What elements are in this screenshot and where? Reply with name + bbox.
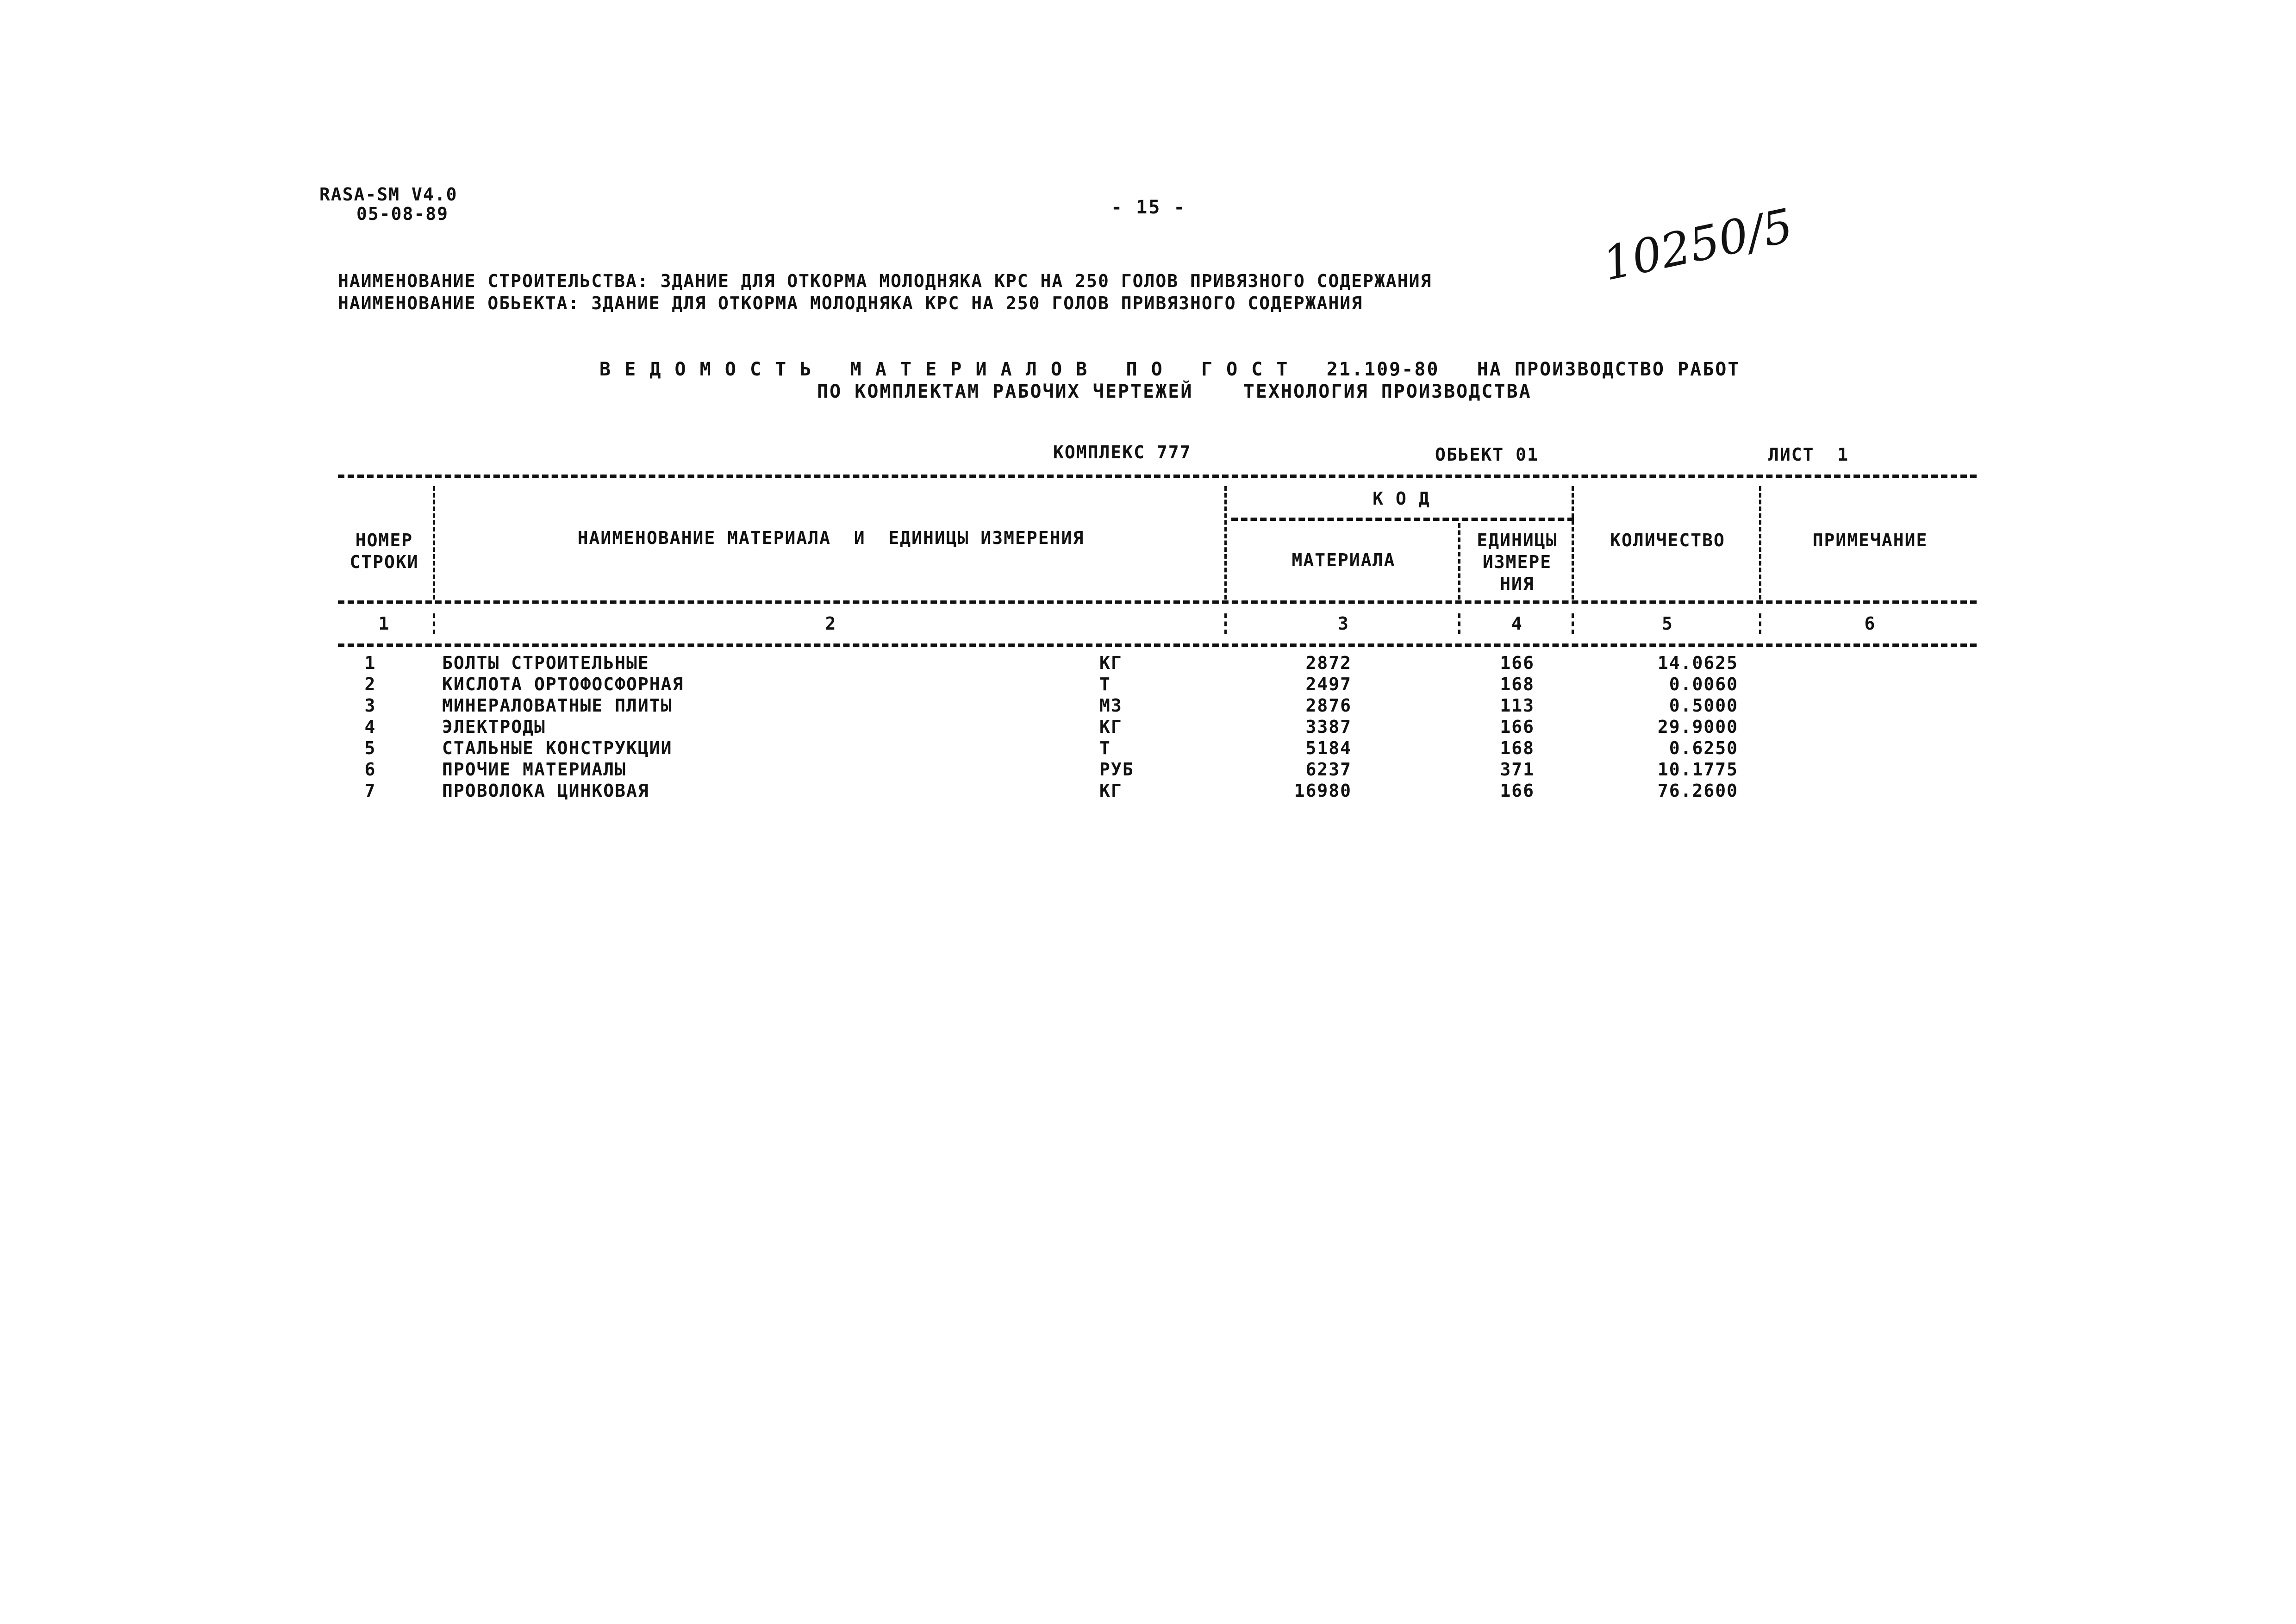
unit: КГ <box>1099 717 1123 737</box>
row-number: 4 <box>364 717 376 737</box>
row-number: 1 <box>364 653 376 673</box>
column-number-4: 4 <box>1511 613 1523 634</box>
column-number-3: 3 <box>1338 613 1349 634</box>
row-number: 2 <box>364 674 376 694</box>
header-unit-1: ЕДИНИЦЫ <box>1477 530 1558 550</box>
header-row-number-1: НОМЕР <box>355 530 413 550</box>
column-number-6: 6 <box>1864 613 1876 634</box>
header-code: К О Д <box>1373 488 1430 509</box>
quantity: 0.6250 <box>1669 738 1738 758</box>
col-separator-3 <box>1458 523 1460 600</box>
sheet-label: ЛИСТ 1 <box>1768 444 1849 465</box>
col-separator-4 <box>1572 486 1574 600</box>
colnum-separator-1 <box>433 613 435 634</box>
document-subtitle: ПО КОМПЛЕКТАМ РАБОЧИХ ЧЕРТЕЖЕЙ ТЕХНОЛОГИЯ ПРОИЗВОДСТВА <box>817 381 1532 402</box>
header-material-code: МАТЕРИАЛА <box>1292 550 1396 570</box>
unit: Т <box>1099 738 1111 758</box>
program-id: RASA-SM V4.0 <box>319 184 458 205</box>
material-code: 6237 <box>1305 759 1352 780</box>
column-numbers-rule <box>338 643 1977 647</box>
header-unit-2: ИЗМЕРЕ <box>1482 552 1552 572</box>
material-name: КИСЛОТА ОРТОФОСФОРНАЯ <box>442 674 684 694</box>
header-quantity: КОЛИЧЕСТВО <box>1610 530 1725 550</box>
quantity: 29.9000 <box>1657 717 1738 737</box>
complex-label: КОМПЛЕКС 777 <box>1053 442 1192 462</box>
colnum-separator-3 <box>1458 613 1460 634</box>
col-separator-1 <box>433 486 435 600</box>
quantity: 10.1775 <box>1657 759 1738 780</box>
material-code: 5184 <box>1305 738 1352 758</box>
material-name: СТАЛЬНЫЕ КОНСТРУКЦИИ <box>442 738 673 758</box>
object-name: НАИМЕНОВАНИЕ ОБЬЕКТА: ЗДАНИЕ ДЛЯ ОТКОРМА МОЛОДНЯКА КРС НА 250 ГОЛОВ ПРИВЯЗНОГО СОДЕРЖАНИЯ <box>338 293 1363 313</box>
unit: РУБ <box>1099 759 1134 780</box>
header-material-name: НАИМЕНОВАНИЕ МАТЕРИАЛА И ЕДИНИЦЫ ИЗМЕРЕНИЯ <box>577 528 1085 548</box>
header-row-number-2: СТРОКИ <box>349 552 419 572</box>
column-number-1: 1 <box>378 613 390 634</box>
page-number: - 15 - <box>1111 197 1186 218</box>
program-date: 05-08-89 <box>356 204 449 224</box>
col-separator-2 <box>1224 486 1227 600</box>
handwritten-reference: 10250/5 <box>1598 198 1798 291</box>
table-top-rule <box>338 475 1977 478</box>
colnum-separator-5 <box>1759 613 1761 634</box>
unit-code: 166 <box>1500 653 1535 673</box>
unit-code: 371 <box>1500 759 1535 780</box>
construction-name: НАИМЕНОВАНИЕ СТРОИТЕЛЬСТВА: ЗДАНИЕ ДЛЯ ОТКОРМА МОЛОДНЯКА КРС НА 250 ГОЛОВ ПРИВЯЗНОГО СОДЕРЖАНИЯ <box>338 271 1432 291</box>
unit: М3 <box>1099 695 1123 716</box>
unit: КГ <box>1099 653 1123 673</box>
quantity: 0.5000 <box>1669 695 1738 716</box>
unit-code: 166 <box>1500 781 1535 801</box>
code-header-rule <box>1231 518 1574 521</box>
unit: КГ <box>1099 781 1123 801</box>
column-number-5: 5 <box>1662 613 1673 634</box>
row-number: 3 <box>364 695 376 716</box>
material-code: 16980 <box>1294 781 1352 801</box>
material-code: 2876 <box>1305 695 1352 716</box>
document-title: В Е Д О М О С Т Ь М А Т Е Р И А Л О В П О Г О С Т 21.109-80 НА ПРОИЗВОДСТВО РАБОТ <box>599 359 1741 380</box>
header-note: ПРИМЕЧАНИЕ <box>1812 530 1928 550</box>
material-code: 2872 <box>1305 653 1352 673</box>
material-name: БОЛТЫ СТРОИТЕЛЬНЫЕ <box>442 653 649 673</box>
header-bottom-rule <box>338 600 1977 604</box>
material-name: ПРОЧИЕ МАТЕРИАЛЫ <box>442 759 627 780</box>
unit-code: 166 <box>1500 717 1535 737</box>
row-number: 7 <box>364 781 376 801</box>
material-name: МИНЕРАЛОВАТНЫЕ ПЛИТЫ <box>442 695 673 716</box>
quantity: 76.2600 <box>1657 781 1738 801</box>
material-name: ЭЛЕКТРОДЫ <box>442 717 546 737</box>
row-number: 5 <box>364 738 376 758</box>
header-unit-3: НИЯ <box>1500 574 1535 594</box>
col-separator-5 <box>1759 486 1761 600</box>
unit-code: 168 <box>1500 738 1535 758</box>
unit-code: 113 <box>1500 695 1535 716</box>
quantity: 0.0060 <box>1669 674 1738 694</box>
colnum-separator-2 <box>1224 613 1227 634</box>
unit: Т <box>1099 674 1111 694</box>
material-name: ПРОВОЛОКА ЦИНКОВАЯ <box>442 781 649 801</box>
colnum-separator-4 <box>1572 613 1574 634</box>
quantity: 14.0625 <box>1657 653 1738 673</box>
object-label: ОБЬЕКТ 01 <box>1435 444 1539 465</box>
material-code: 3387 <box>1305 717 1352 737</box>
column-number-2: 2 <box>825 613 837 634</box>
row-number: 6 <box>364 759 376 780</box>
unit-code: 168 <box>1500 674 1535 694</box>
material-code: 2497 <box>1305 674 1352 694</box>
